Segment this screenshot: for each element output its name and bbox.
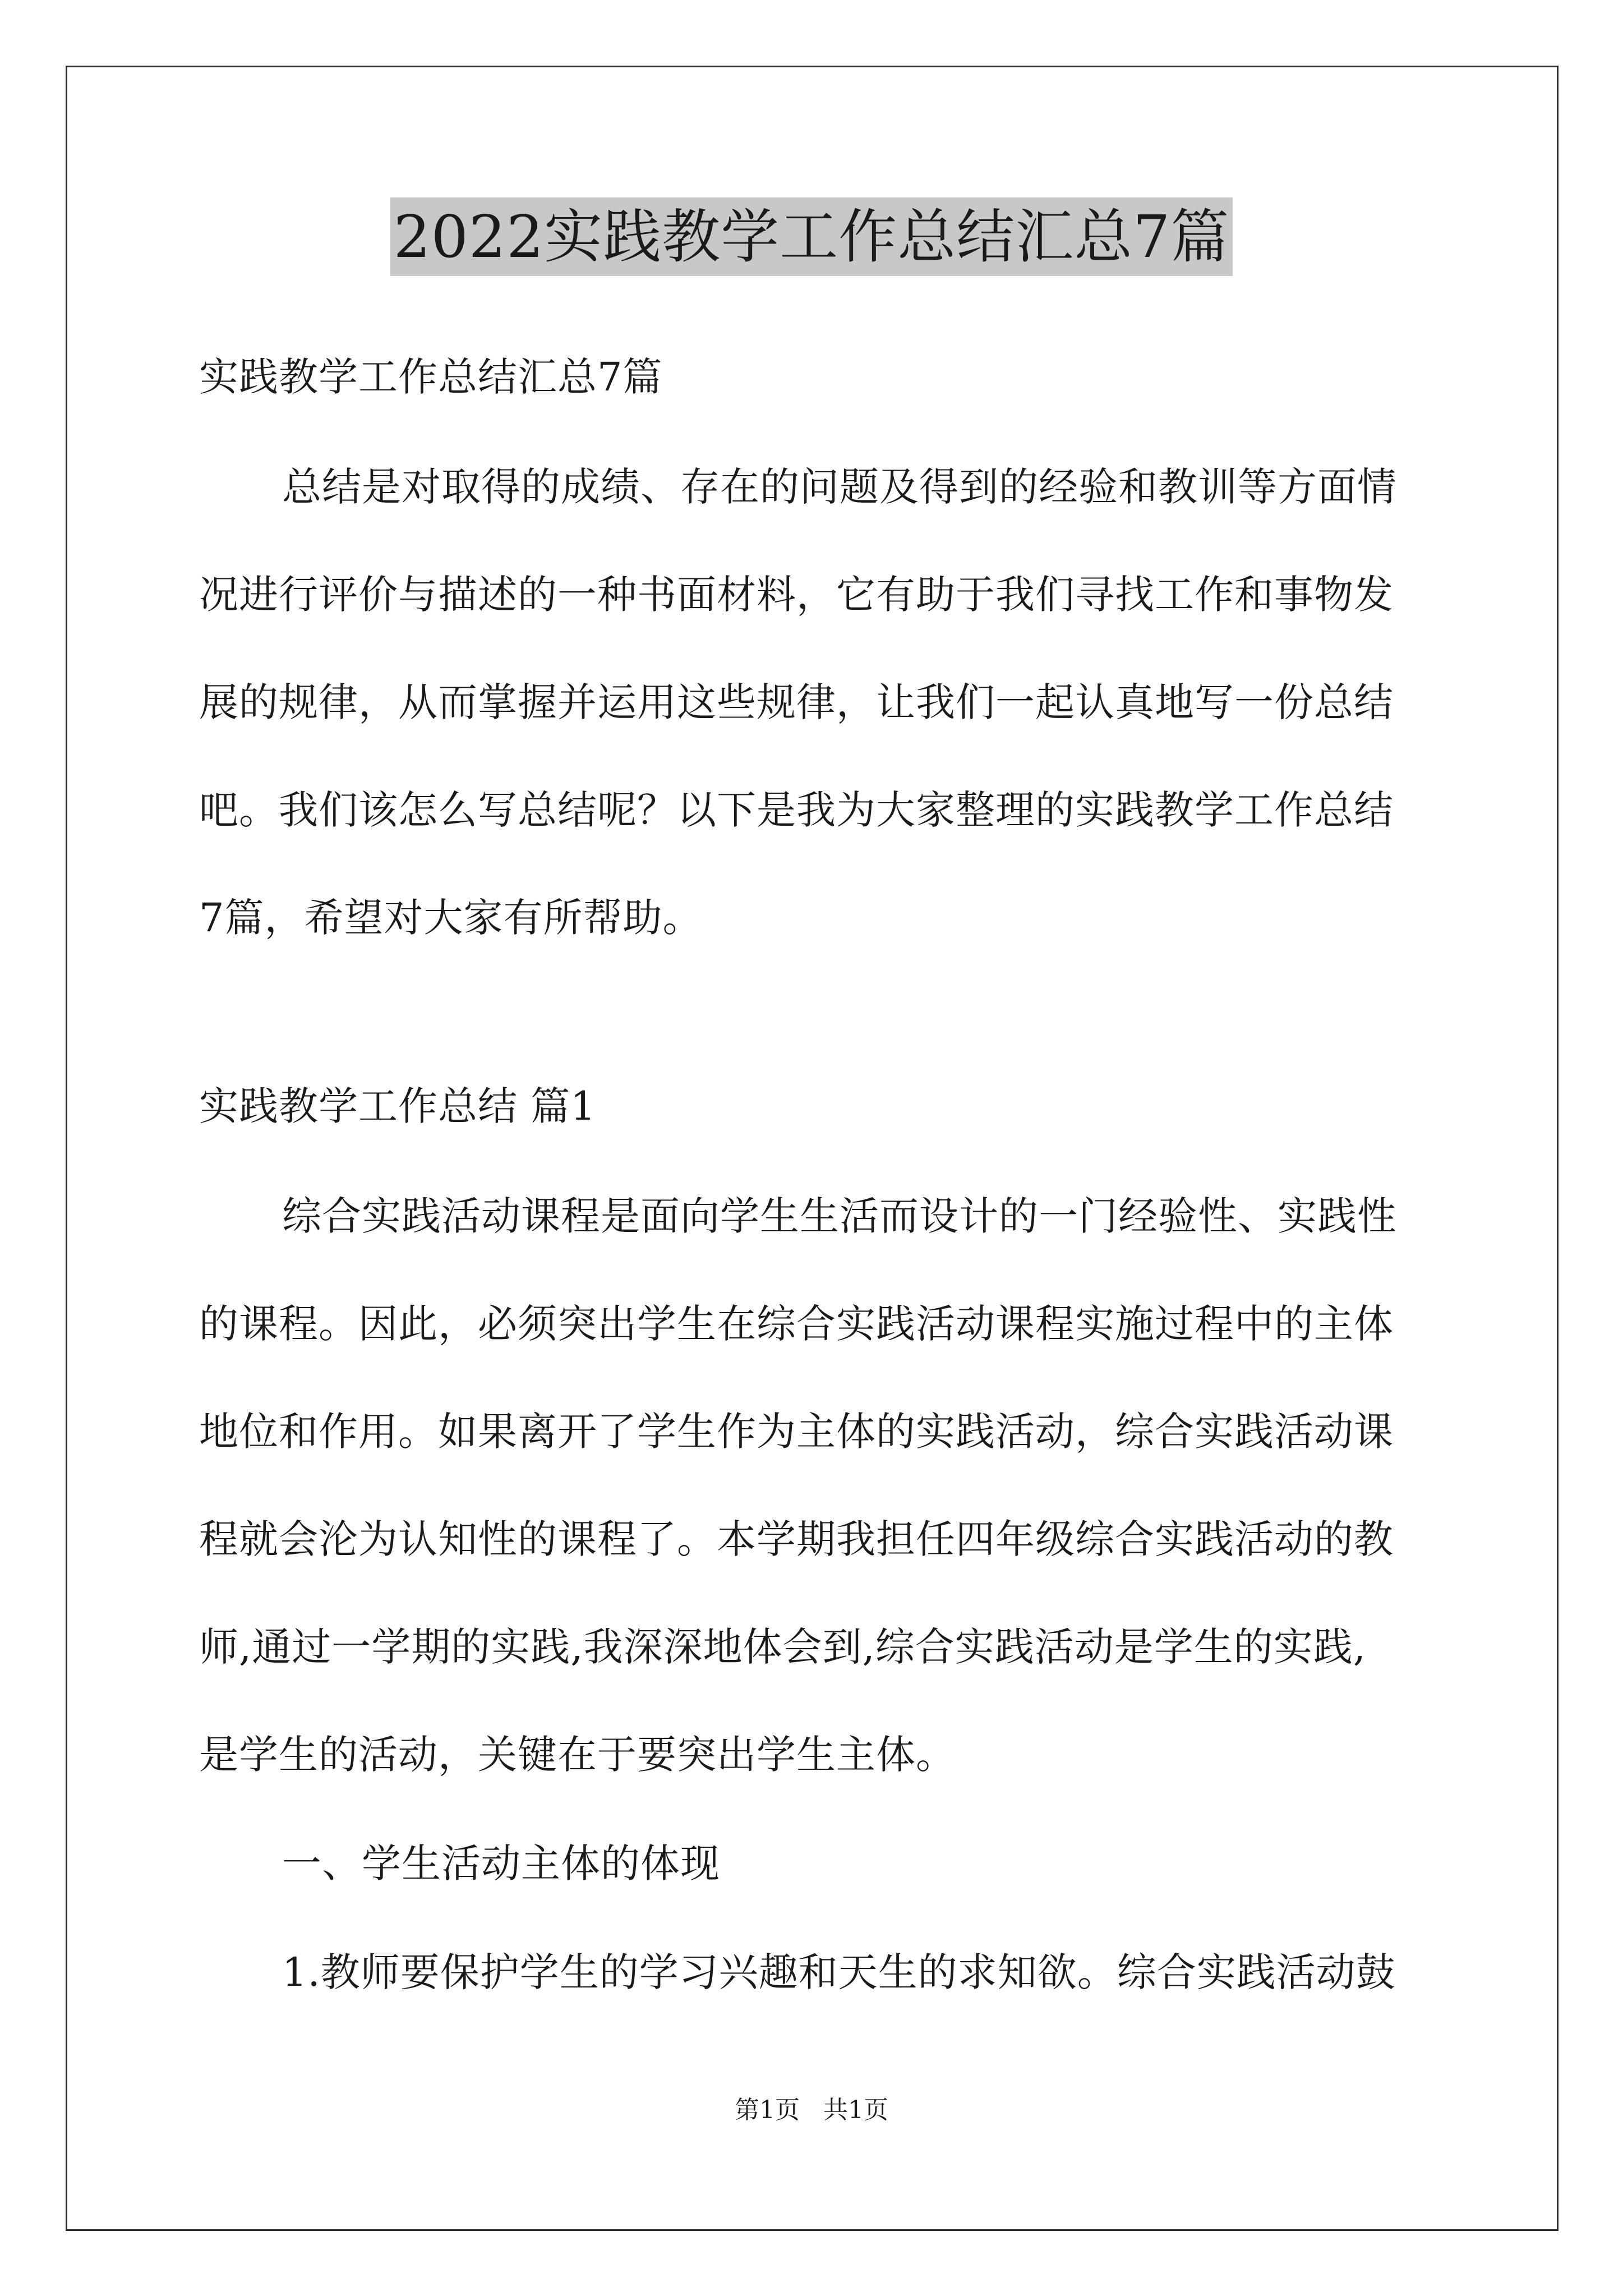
section-line: 综合实践活动课程是面向学生生活而设计的一门经验性、实践性 — [282, 1193, 1397, 1239]
title-container — [0, 197, 1623, 276]
section-line: 地位和作用。如果离开了学生作为主体的实践活动，综合实践活动课 — [199, 1409, 1394, 1455]
section-line: 师,通过一学期的实践,我深深地体会到,综合实践活动是学生的实践, — [199, 1624, 1367, 1670]
page-number-total: 共1页 — [823, 2096, 888, 2124]
section-heading: 实践教学工作总结 篇1 — [199, 1083, 596, 1129]
subtitle: 实践教学工作总结汇总7篇 — [199, 354, 663, 400]
subheading: 一、学生活动主体的体现 — [282, 1841, 720, 1887]
intro-line: 总结是对取得的成绩、存在的问题及得到的经验和教训等方面情 — [282, 464, 1397, 510]
section-line: 程就会沦为认知性的课程了。本学期我担任四年级综合实践活动的教 — [199, 1516, 1394, 1562]
section-line: 的课程。因此，必须突出学生在综合实践活动课程实施过程中的主体 — [199, 1301, 1394, 1347]
section-line: 是学生的活动，关键在于要突出学生主体。 — [199, 1732, 956, 1778]
intro-line: 7篇，希望对大家有所帮助。 — [199, 895, 703, 941]
intro-line: 况进行评价与描述的一种书面材料，它有助于我们寻找工作和事物发 — [199, 572, 1394, 618]
page-footer — [0, 2093, 1623, 2127]
page-number-current: 第1页 — [735, 2096, 800, 2124]
point-line: 1.教师要保护学生的学习兴趣和天生的求知欲。综合实践活动鼓 — [282, 1949, 1396, 1995]
document-title: 2022实践教学工作总结汇总7篇 — [390, 197, 1233, 276]
intro-line: 吧。我们该怎么写总结呢？以下是我为大家整理的实践教学工作总结 — [199, 787, 1394, 833]
intro-line: 展的规律，从而掌握并运用这些规律，让我们一起认真地写一份总结 — [199, 679, 1394, 725]
